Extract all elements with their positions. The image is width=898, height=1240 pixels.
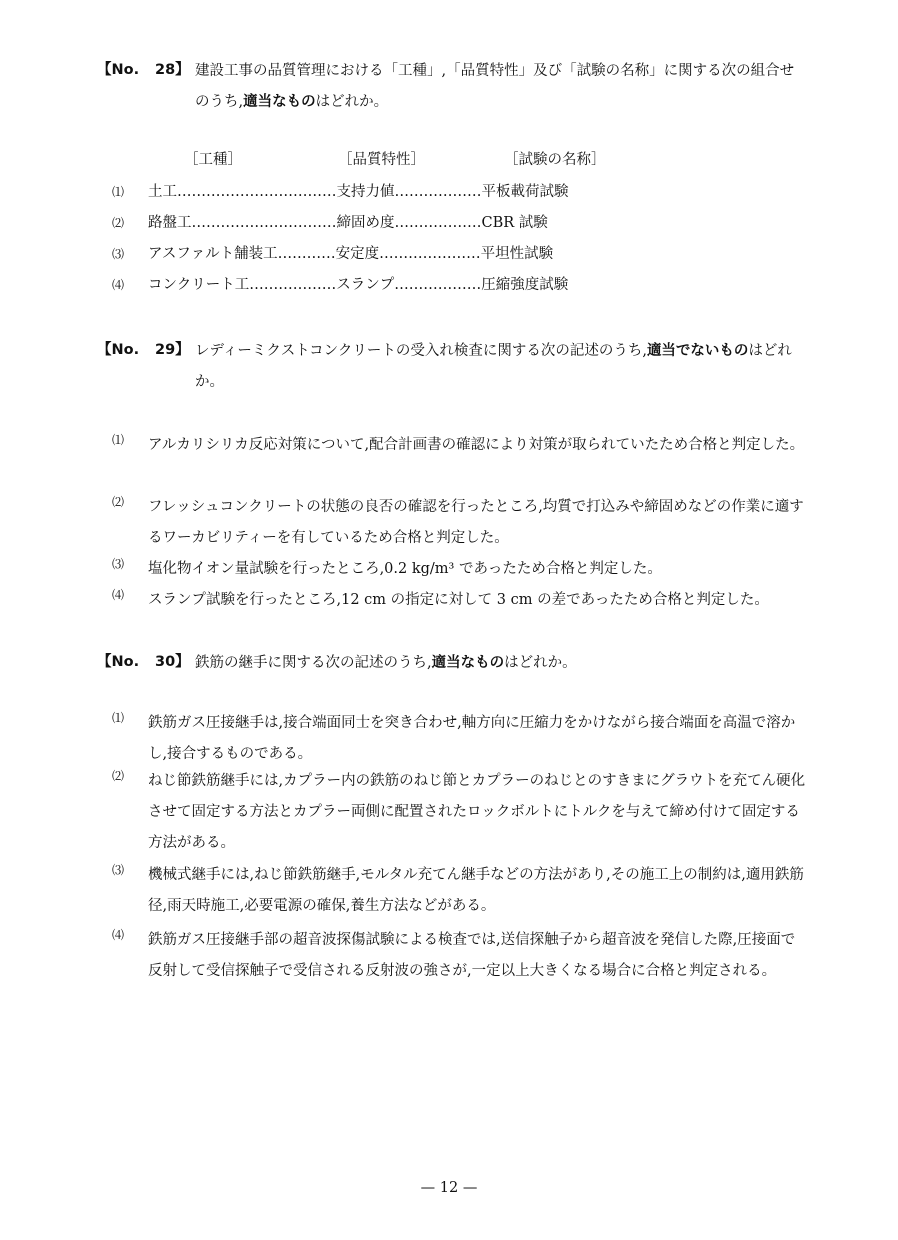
question-28-text: [195, 56, 805, 118]
option-number: ⑴: [112, 433, 125, 447]
option-number: ⑵: [112, 495, 125, 509]
option-text: アスファルト舗装工…………安定度…………………平坦性試験: [148, 246, 554, 262]
question-29-text: [195, 336, 805, 398]
question-number-value: 30】: [155, 654, 190, 670]
option-number: ⑵: [112, 769, 125, 783]
page-number: — 12 —: [420, 1180, 478, 1196]
option-text: スランプ試験を行ったところ,12 cm の指定に対して 3 cm の差であったため合格と判定した。: [148, 592, 769, 608]
question-29-text-post: はどれか。: [195, 343, 792, 390]
option-text: 鉄筋ガス圧接継手部の超音波探傷試験による検査では,送信探触子から超音波を発信した際,圧接面で反射して受信探触子で受信される反射波の強さが,一定以上大きくなる場合に合格と判定される。: [148, 932, 796, 979]
question-28-text-bold: 適当なもの: [243, 94, 316, 110]
option-number: ⑴: [112, 185, 125, 199]
column-header-quality-characteristic: ［品質特性］: [338, 152, 425, 168]
question-number-value: 29】: [155, 342, 190, 358]
question-number-value: 28】: [155, 62, 190, 78]
question-30-text-pre: 鉄筋の継手に関する次の記述のうち,: [195, 655, 432, 671]
option-number: ⑶: [112, 247, 125, 261]
column-header-test-name: ［試験の名称］: [504, 152, 606, 168]
question-number-label: 【No.: [97, 342, 140, 358]
option-number: ⑶: [112, 863, 125, 877]
option-number: ⑷: [112, 278, 125, 292]
question-30-text-post: はどれか。: [504, 655, 577, 671]
question-28-text-pre: 建設工事の品質管理における「工種」,「品質特性」及び「試験の名称」に関する次の組合せのうち,: [195, 63, 795, 110]
option-number: ⑵: [112, 216, 125, 230]
question-number-label: 【No.: [97, 654, 140, 670]
option-number: ⑶: [112, 557, 125, 571]
question-29-text-bold: 適当でないもの: [646, 343, 749, 359]
column-header-work-type: ［工種］: [184, 152, 242, 168]
question-29-text-pre: レディーミクストコンクリートの受入れ検査に関する次の記述のうち,: [195, 343, 647, 359]
option-number: ⑷: [112, 588, 125, 602]
option-text: ねじ節鉄筋継手には,カプラー内の鉄筋のねじ節とカプラーのねじとのすきまにグラウトを充てん硬化させて固定する方法とカプラー両側に配置されたロックボルトにトルクを与えて締め付けて固定する方法がある。: [148, 773, 806, 851]
option-text: フレッシュコンクリートの状態の良否の確認を行ったところ,均質で打込みや締固めなどの作業に適するワーカビリティーを有しているため合格と判定した。: [148, 499, 804, 546]
question-28-text-post: はどれか。: [315, 94, 389, 110]
option-text: コンクリート工………………スランプ………………圧縮強度試験: [148, 277, 569, 293]
option-text: 土工……………………………支持力値………………平板載荷試験: [148, 184, 569, 200]
option-number: ⑴: [112, 711, 125, 725]
option-text: 塩化物イオン量試験を行ったところ,0.2 kg/m³ であったため合格と判定した。: [148, 561, 662, 577]
option-text: アルカリシリカ反応対策について,配合計画書の確認により対策が取られていたため合格と判定した。: [148, 437, 805, 453]
question-30-text-bold: 適当なもの: [431, 655, 505, 671]
question-30-text: [195, 648, 805, 679]
option-text: 路盤工…………………………締固め度………………CBR 試験: [148, 215, 548, 231]
option-text: 鉄筋ガス圧接継手は,接合端面同士を突き合わせ,軸方向に圧縮力をかけながら接合端面を高温で溶かし,接合するものである。: [148, 715, 796, 762]
option-text: 機械式継手には,ねじ節鉄筋継手,モルタル充てん継手などの方法があり,その施工上の制約は,適用鉄筋径,雨天時施工,必要電源の確保,養生方法などがある。: [148, 867, 804, 914]
question-number-label: 【No.: [97, 62, 140, 78]
option-number: ⑷: [112, 928, 125, 942]
